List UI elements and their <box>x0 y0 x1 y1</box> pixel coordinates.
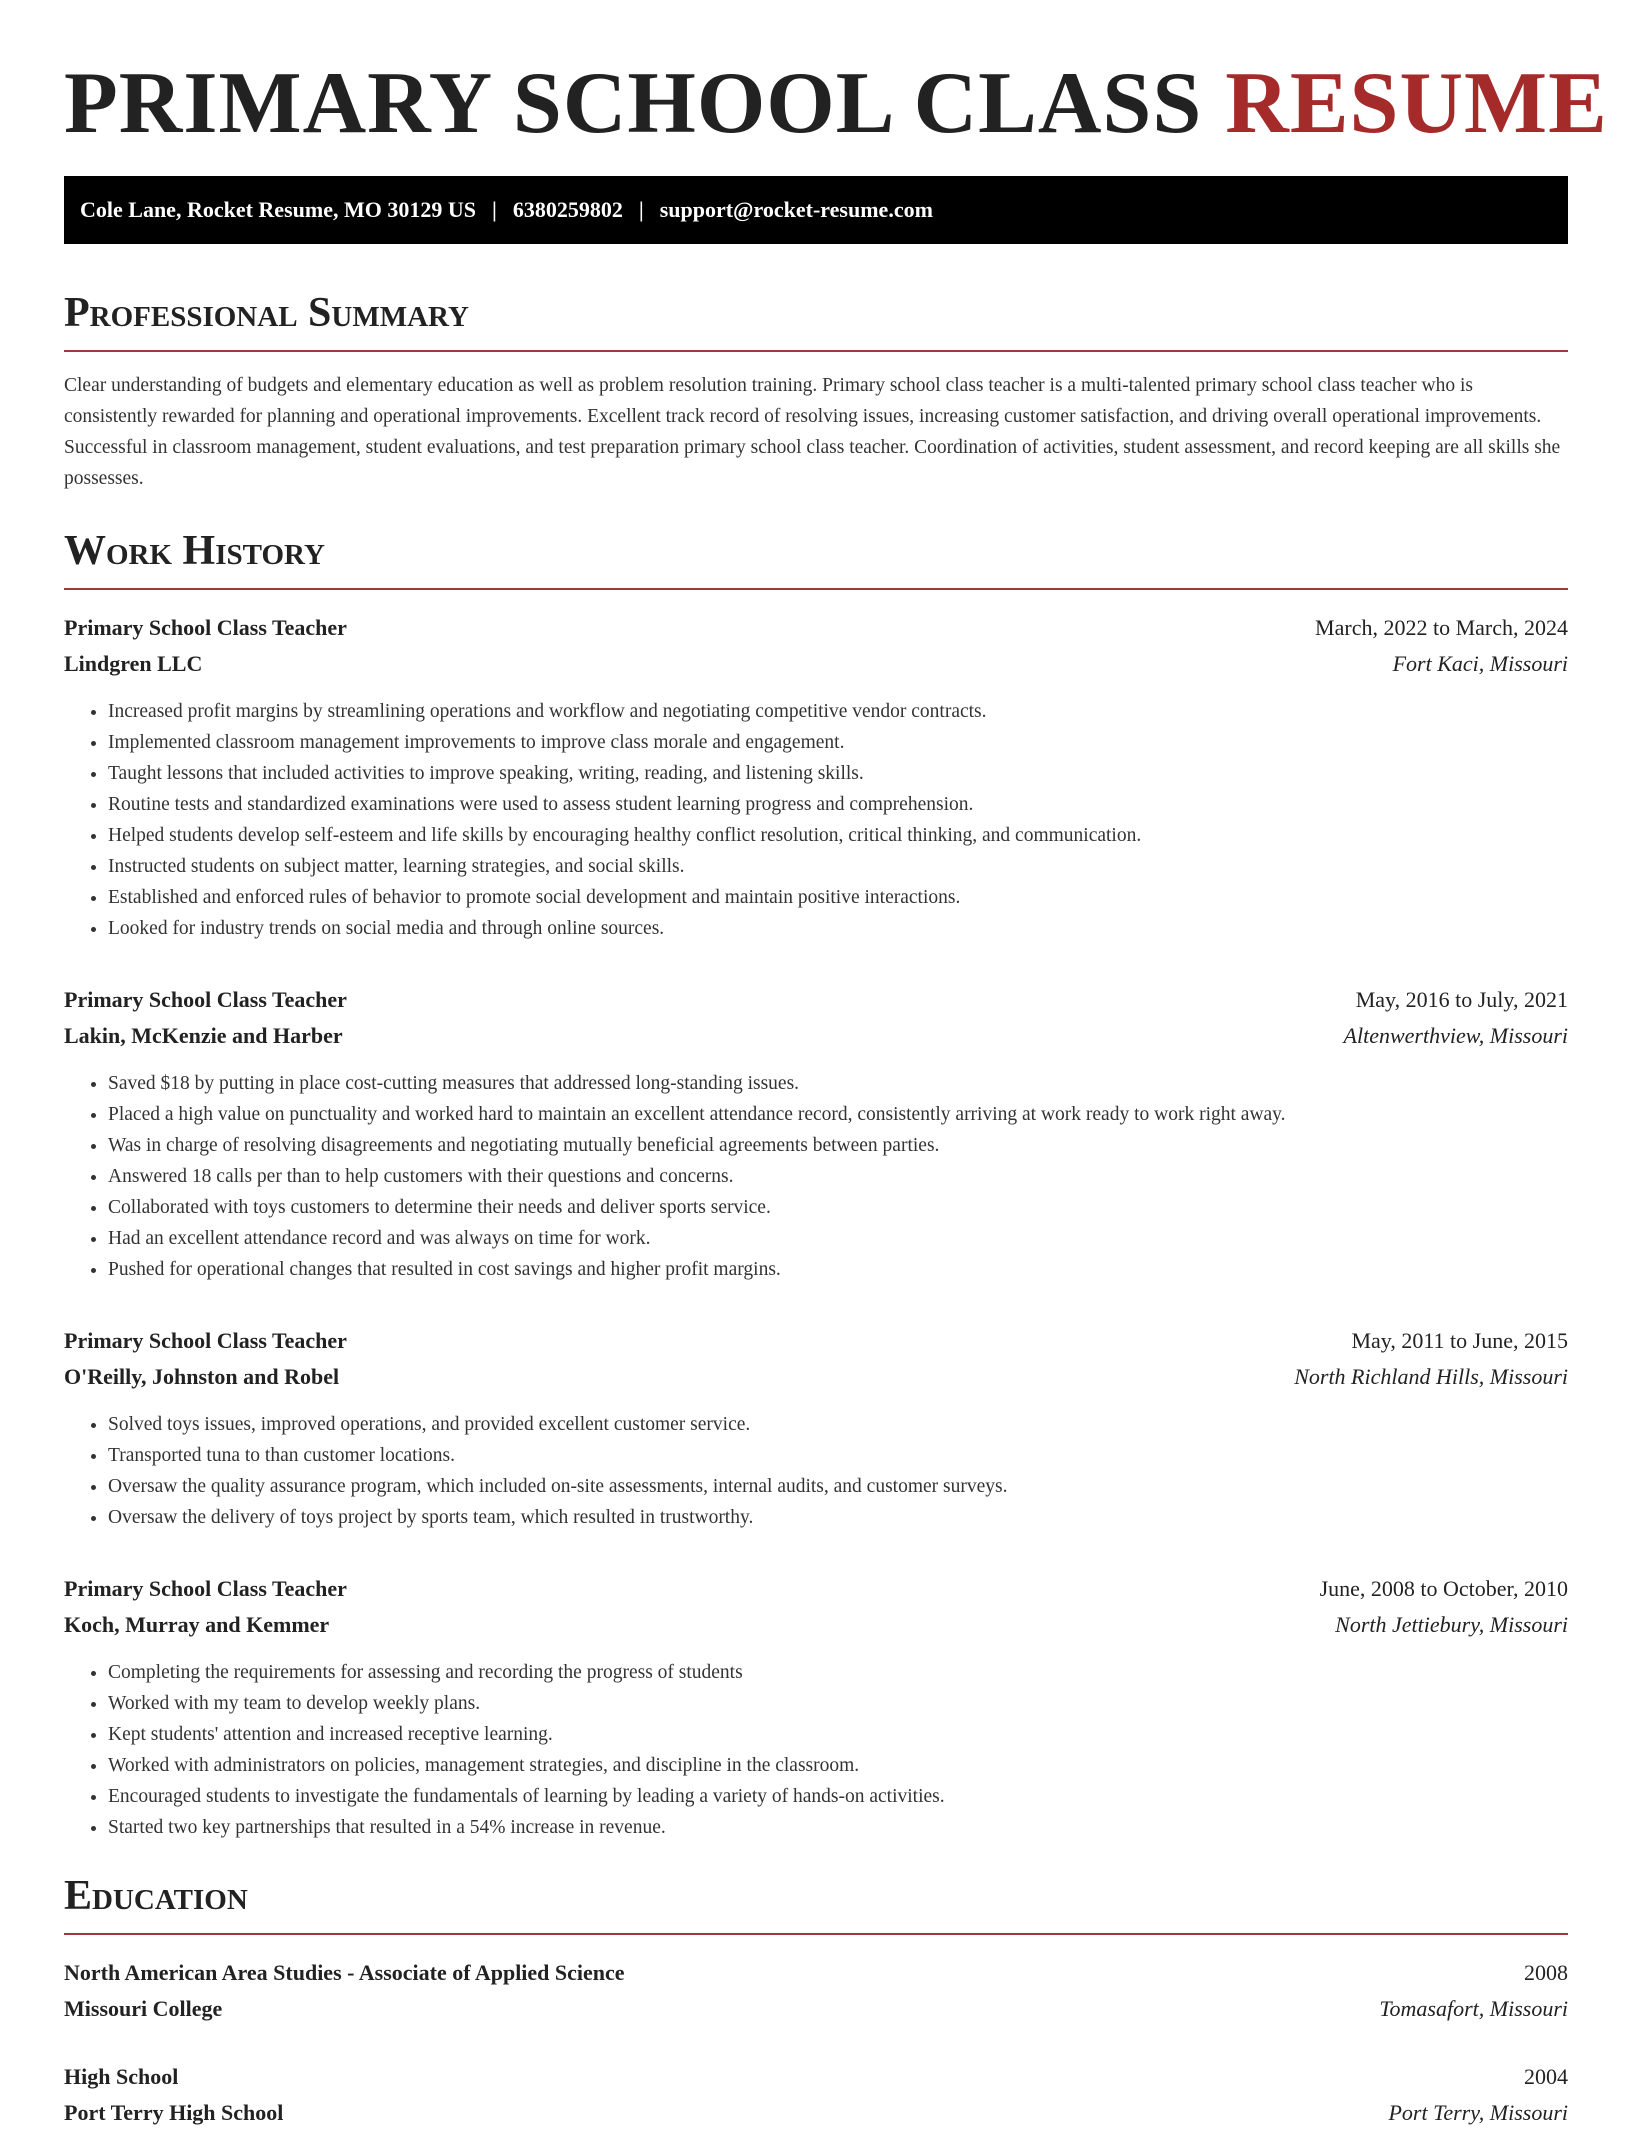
section-divider <box>64 588 1568 590</box>
education-degree: North American Area Studies - Associate of Applied Science <box>64 1960 625 1985</box>
education-year: 2004 <box>1524 2064 1568 2089</box>
list-item: • Taught lessons that included activities to improve speaking, writing, reading, and listening skills. <box>108 758 1568 789</box>
list-item: • Collaborated with toys customers to determine their needs and deliver sports service. <box>108 1192 1568 1223</box>
list-item: • Pushed for operational changes that resulted in cost savings and higher profit margins. <box>108 1254 1568 1285</box>
contact-separator: | <box>638 197 644 222</box>
list-item: • Completing the requirements for assessing and recording the progress of students <box>108 1657 1568 1688</box>
list-item: • Helped students develop self-esteem and life skills by encouraging healthy conflict resolution, critical thinking, and communication. <box>108 820 1568 851</box>
summary-text: Clear understanding of budgets and elementary education as well as problem resolution training. Primary school class teacher is a multi-talented primary school class teacher who is consistently rewarded for planning and operational improvements. Excellent track record of resolving issues, increasing customer satisfaction, and driving overall operational improvements. Successful in classroom management, student evaluations, and test preparation primary school class teacher. Coordination of activities, student assessment, and record keeping are all skills she possesses. <box>64 375 1561 489</box>
education-location: Port Terry, Missouri <box>1388 2100 1568 2125</box>
contact-bar <box>64 176 1568 244</box>
job-company-row <box>64 1607 1568 1643</box>
job-title: Primary School Class Teacher <box>64 1576 347 1601</box>
education-year: 2008 <box>1524 1960 1568 1985</box>
job-location: Fort Kaci, Missouri <box>1392 651 1568 676</box>
job-location: Altenwerthview, Missouri <box>1343 1023 1568 1048</box>
section-heading-work: Work History <box>64 528 325 574</box>
job-title: Primary School Class Teacher <box>64 615 347 640</box>
job-entry <box>64 1571 1568 1843</box>
list-item: • Kept students' attention and increased receptive learning. <box>108 1719 1568 1750</box>
list-item: • Saved $18 by putting in place cost-cutting measures that addressed long-standing issues. <box>108 1068 1568 1099</box>
job-location: North Jettiebury, Missouri <box>1335 1612 1568 1637</box>
resume-title <box>64 55 1608 152</box>
job-dates: March, 2022 to March, 2024 <box>1315 615 1568 640</box>
education-entry <box>64 1955 1568 2027</box>
education-degree: High School <box>64 2064 179 2089</box>
list-item: • Had an excellent attendance record and was always on time for work. <box>108 1223 1568 1254</box>
job-company: Lakin, McKenzie and Harber <box>64 1023 343 1048</box>
contact-address: Cole Lane, Rocket Resume, MO 30129 US <box>80 197 476 222</box>
professional-summary-section <box>64 288 1568 494</box>
job-location: North Richland Hills, Missouri <box>1294 1364 1568 1389</box>
job-company: Koch, Murray and Kemmer <box>64 1612 330 1637</box>
job-header-row <box>64 982 1568 1018</box>
job-dates: May, 2011 to June, 2015 <box>1351 1328 1568 1353</box>
education-school: Port Terry High School <box>64 2100 284 2125</box>
list-item: • Placed a high value on punctuality and worked hard to maintain an excellent attendance record, consistently arriving at work ready to work right away. <box>108 1099 1568 1130</box>
list-item: • Encouraged students to investigate the fundamentals of learning by leading a variety of hands-on activities. <box>108 1781 1568 1812</box>
list-item: • Worked with administrators on policies, management strategies, and discipline in the classroom. <box>108 1750 1568 1781</box>
education-school-row <box>64 1991 1568 2027</box>
list-item: • Implemented classroom management improvements to improve class morale and engagement. <box>108 727 1568 758</box>
title-main: PRIMARY SCHOOL CLASS <box>64 55 1203 152</box>
list-item: • Solved toys issues, improved operations, and provided excellent customer service. <box>108 1409 1568 1440</box>
job-entry <box>64 982 1568 1285</box>
list-item: • Was in charge of resolving disagreements and negotiating mutually beneficial agreements between parties. <box>108 1130 1568 1161</box>
contact-phone: 6380259802 <box>512 197 623 222</box>
education-school-row <box>64 2095 1568 2131</box>
work-history-section <box>64 526 1568 1843</box>
list-item: • Routine tests and standardized examinations were used to assess student learning progress and comprehension. <box>108 789 1568 820</box>
section-divider <box>64 350 1568 352</box>
section-heading-summary: Professional Summary <box>64 290 469 336</box>
list-item: • Increased profit margins by streamlining operations and workflow and negotiating competitive vendor contracts. <box>108 696 1568 727</box>
job-company-row <box>64 646 1568 682</box>
job-bullets <box>64 1068 1568 1285</box>
list-item: • Started two key partnerships that resulted in a 54% increase in revenue. <box>108 1812 1568 1843</box>
list-item: • Answered 18 calls per than to help customers with their questions and concerns. <box>108 1161 1568 1192</box>
list-item: • Established and enforced rules of behavior to promote social development and maintain positive interactions. <box>108 882 1568 913</box>
job-dates: May, 2016 to July, 2021 <box>1355 987 1568 1012</box>
job-title: Primary School Class Teacher <box>64 1328 347 1353</box>
section-heading-education: Education <box>64 1873 248 1919</box>
job-entry <box>64 610 1568 944</box>
list-item: • Transported tuna to than customer locations. <box>108 1440 1568 1471</box>
job-title: Primary School Class Teacher <box>64 987 347 1012</box>
list-item: • Instructed students on subject matter, learning strategies, and social skills. <box>108 851 1568 882</box>
contact-separator: | <box>491 197 497 222</box>
job-entry <box>64 1323 1568 1533</box>
job-bullets <box>64 1657 1568 1843</box>
job-header-row <box>64 1571 1568 1607</box>
list-item: • Oversaw the delivery of toys project by sports team, which resulted in trustworthy. <box>108 1502 1568 1533</box>
job-company: O'Reilly, Johnston and Robel <box>64 1364 340 1389</box>
job-company: Lindgren LLC <box>64 651 203 676</box>
education-degree-row <box>64 1955 1568 1991</box>
list-item: • Looked for industry trends on social media and through online sources. <box>108 913 1568 944</box>
job-company-row <box>64 1018 1568 1054</box>
contact-email[interactable]: support@rocket-resume.com <box>659 197 933 222</box>
list-item: • Worked with my team to develop weekly plans. <box>108 1688 1568 1719</box>
job-bullets <box>64 1409 1568 1533</box>
job-bullets <box>64 696 1568 944</box>
education-school: Missouri College <box>64 1996 223 2021</box>
job-header-row <box>64 1323 1568 1359</box>
title-accent: RESUME <box>1225 55 1608 152</box>
job-company-row <box>64 1359 1568 1395</box>
job-dates: June, 2008 to October, 2010 <box>1319 1576 1568 1601</box>
education-degree-row <box>64 2059 1568 2095</box>
section-divider <box>64 1933 1568 1935</box>
list-item: • Oversaw the quality assurance program, which included on-site assessments, internal audits, and customer surveys. <box>108 1471 1568 1502</box>
education-section <box>64 1871 1568 2131</box>
job-header-row <box>64 610 1568 646</box>
education-entry <box>64 2059 1568 2131</box>
education-location: Tomasafort, Missouri <box>1379 1996 1568 2021</box>
